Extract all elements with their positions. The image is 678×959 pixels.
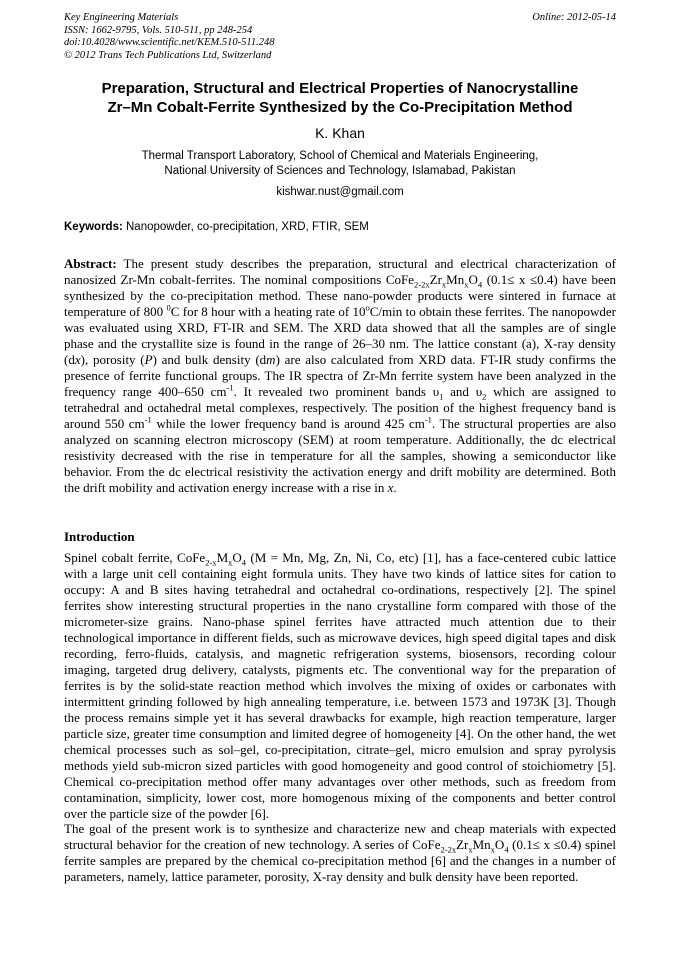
- affiliation: [64, 149, 616, 179]
- subscript: x: [441, 279, 447, 290]
- intro-paragraph-1: [64, 550, 616, 822]
- intro-paragraph-2: [64, 821, 616, 885]
- intro-text: Spinel cobalt ferrite, CoFe: [64, 550, 206, 565]
- intro-text: (M = Mn, Mg, Zn, Ni, Co, etc) [1], has a face-centered cubic lattice with a large unit cell containing eight formula units. They have two kinds of lattice sites for cation to occupy: A and B sites having tetrahedral and octahedral co-ordinations, respectively [2]. The spinel ferrites show interesting structural properties in the nano crystalline form compared with those of the micrometer-size grains. Nano-phase spinel ferrites have attracted much attention due to their technological importance in different fields, such as microwave devices, high speed digital tapes and disk recording, ferro-fluids, catalysis, and magnetic refrigeration systems, biosensors, recording colour imaging, targeted drug delivery, catalysts, pigments etc. The conventional way for the preparation of ferrites is by the solid-state reaction method which involves the mixing of oxides or carbonates with intermittent grinding followed by high annealing temperature, i.e. between 1573 and 1973K [3]. Though the process remains simple yet it has several drawbacks for example, high reaction temperature, larger particle size, greater time consumption and limited degree of homogeneity [4]. On the other hand, the wet chemical processes such as sol–gel, co-precipitation, citrate–gel, micro emulsion and spray pyrolysis methods yield sub-micron sized particles with good homogeneity and good control of stoichiometry [5]. Chemical co-precipitation method offer many advantages over other methods, such as freedom from contamination, simplicity, lower cost, more homogenous mixing of the components and better control over the particle size of the powder [6].: [64, 550, 616, 821]
- doi-line: doi:10.4028/www.scientific.net/KEM.510-511.248: [64, 37, 275, 48]
- abstract-text: which are assigned to tetrahedral and octahedral metal complexes, respectively. The position of the highest frequency band is around 550 cm: [64, 384, 616, 431]
- subscript: x: [468, 844, 473, 855]
- intro-text: Mn: [472, 837, 491, 852]
- abstract-paragraph: [64, 256, 616, 496]
- intro-text: (0.1≤ x ≤0.4) spinel ferrite samples are prepared by the chemical co-precipitation method [6] and the changes in a number of parameters, namely, lattice parameter, porosity, X-ray density and bulk density have been reported.: [64, 837, 617, 884]
- keywords-label: Keywords:: [64, 221, 123, 233]
- superscript: -1: [144, 414, 152, 425]
- subscript: 4: [477, 279, 483, 290]
- keywords: [64, 220, 616, 235]
- abstract-text: . It revealed two prominent bands υ: [233, 384, 440, 399]
- intro-text: O: [232, 550, 242, 565]
- issn-line: ISSN: 1662-9795, Vols. 510-511, pp 248-254: [64, 24, 253, 36]
- copyright-line: © 2012 Trans Tech Publications Ltd, Switzerland: [64, 49, 272, 61]
- section-heading-introduction: Introduction: [64, 529, 135, 544]
- abstract-text: O: [468, 272, 478, 287]
- superscript: o: [365, 302, 370, 313]
- abstract-text: Zr: [429, 272, 442, 287]
- italic-symbol: x: [74, 352, 81, 367]
- superscript: -1: [226, 382, 234, 393]
- author-email: kishwar.nust@gmail.com: [276, 186, 404, 198]
- superscript: 0: [166, 302, 171, 313]
- abstract-text: C/min to obtain these ferrites. The nanopowder was evaluated using XRD, FT-IR and SEM. The XRD data showed that all the samples are of single phase and the crystallite size is found in the range of 26–30 nm. The lattice constant (a), X-ray density (d: [64, 304, 616, 367]
- abstract-text: and υ: [443, 384, 483, 399]
- affiliation-line-1: Thermal Transport Laboratory, School of Chemical and Materials Engineering,: [141, 150, 539, 162]
- online-date: Online: 2012-05-14: [532, 12, 616, 23]
- title-line-1: Preparation, Structural and Electrical Properties of Nanocrystalline: [101, 80, 579, 97]
- subscript: x: [464, 279, 469, 290]
- abstract-text: ) are also calculated from XRD data. FT-IR study confirms the presence of ferrite functional groups. The IR spectra of Zr-Mn ferrite system have been analyzed in the frequency range 400–650 cm: [64, 352, 617, 399]
- affiliation-line-2: National University of Sciences and Technology, Islamabad, Pakistan: [164, 165, 516, 177]
- intro-text: M: [216, 550, 229, 565]
- abstract-text: .: [393, 480, 397, 495]
- abstract-text: ) and bulk density (d: [152, 352, 267, 367]
- abstract-text: The present study describes the preparation, structural and electrical characterization of nanosized Zr-Mn cobalt-ferrites. The nominal compositions CoFe: [64, 256, 616, 287]
- abstract-text: . The structural properties are also analyzed on scanning electron microscopy (SEM) at room temperature. Additionally, the dc electrical resistivity decreased with the rise in temperature for all the samples, showing a semiconductor like behavior. From the dc electrical resistivity the activation energy and drift mobility are determined. Both the drift mobility and activation energy increase with a rise in: [64, 416, 616, 495]
- abstract-text: ), porosity (: [80, 352, 145, 367]
- title-line-2: Zr–Mn Cobalt-Ferrite Synthesized by the Co-Precipitation Method: [107, 99, 573, 116]
- subscript: 2: [482, 391, 487, 402]
- journal-name: Key Engineering Materials: [64, 12, 179, 23]
- intro-text: O: [494, 837, 505, 852]
- italic-symbol: P: [144, 352, 153, 367]
- keywords-text: Nanopowder, co-precipitation, XRD, FTIR, SEM: [122, 221, 369, 233]
- subscript: 4: [241, 557, 247, 568]
- subscript: x: [490, 844, 495, 855]
- abstract-text: (0.1≤ x ≤0.4) have been synthesized by the co-precipitation method. These nano-powder products were sintered in furnace at temperature of 800: [64, 272, 616, 319]
- abstract-text: Mn: [446, 272, 465, 287]
- subscript: 1: [439, 391, 444, 402]
- subscript: 2-2x: [414, 279, 430, 290]
- author-name: K. Khan: [315, 125, 365, 141]
- paper-title: [64, 79, 616, 117]
- intro-text: Zr: [456, 837, 469, 852]
- abstract-text: while the lower frequency band is around 425 cm: [151, 416, 425, 431]
- italic-symbol: m: [266, 352, 276, 367]
- subscript: 4: [504, 844, 509, 855]
- subscript: x: [228, 557, 233, 568]
- abstract-text: C for 8 hour with a heating rate of 10: [170, 304, 366, 319]
- journal-header: [64, 12, 616, 62]
- italic-symbol: x: [387, 480, 394, 495]
- superscript: -1: [424, 414, 432, 425]
- abstract-label: Abstract:: [64, 256, 117, 271]
- intro-text: The goal of the present work is to synthesize and characterize new and cheap materials with expected structural behavior for the creation of new technology. A series of CoFe: [64, 821, 616, 852]
- subscript: 2-x: [205, 557, 217, 568]
- subscript: 2-2x: [440, 844, 457, 855]
